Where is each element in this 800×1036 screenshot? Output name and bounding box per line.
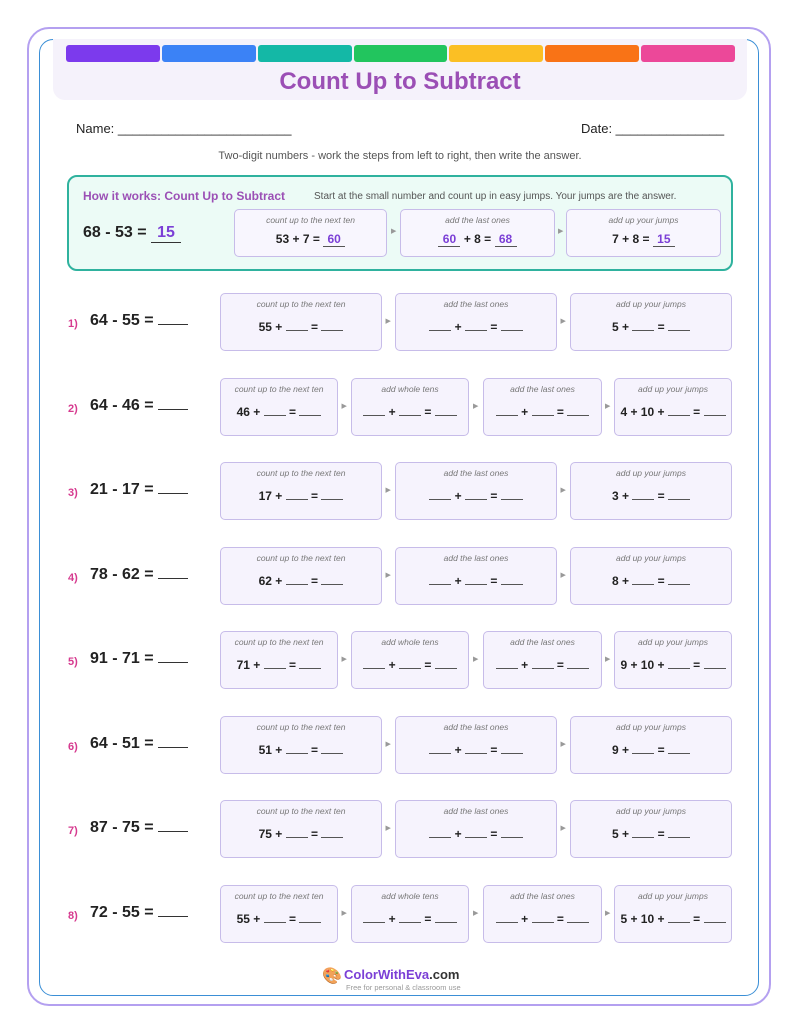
problem-number: 4) [68,572,78,584]
problem-text: 21 - 17 = [90,481,154,498]
step-box [483,378,602,436]
step-start: 62 + [258,574,283,588]
answer-blank[interactable] [429,330,451,331]
answer-blank[interactable] [668,668,690,669]
step-box [220,378,338,436]
problem-answer-blank[interactable] [158,409,188,410]
problem-expression [90,566,188,584]
step-box [570,716,732,774]
problem-text: 64 - 46 = [90,397,154,414]
answer-blank[interactable] [429,837,451,838]
answer-blank[interactable] [429,499,451,500]
answer-blank[interactable] [465,330,487,331]
step-equation: 17 + = [221,489,381,503]
stripe-segment [449,45,543,62]
answer-blank[interactable] [501,330,523,331]
arrow-icon: ▶ [341,403,347,410]
step-equation: 55 + = [221,320,381,334]
answer-blank[interactable] [321,753,343,754]
step-start: 5 + [611,827,629,841]
problem-number: 7) [68,825,78,837]
example-step-box [234,209,387,257]
step-box [570,462,732,520]
problem-number: 5) [68,656,78,668]
answer-blank[interactable] [286,837,308,838]
problem-answer-blank[interactable] [158,662,188,663]
answer-blank[interactable] [286,330,308,331]
step-box [570,800,732,858]
answer-blank[interactable] [668,837,690,838]
step-equation: 9 + 10 + = [615,658,731,672]
example-step-box [566,209,721,257]
step-start: 3 + [611,489,629,503]
brand-domain: .com [429,967,460,982]
answer-blank[interactable] [632,499,654,500]
step-start: 55 + [236,912,261,926]
answer-blank[interactable] [435,415,457,416]
answer-blank[interactable] [465,584,487,585]
answer-blank[interactable] [496,668,518,669]
step-equation: + = [352,658,468,672]
step-label: add up your jumps [616,722,686,732]
step-label: add the last ones [443,299,509,309]
step-box [351,378,469,436]
step-equation: + = [352,912,468,926]
step-label: add the last ones [443,722,509,732]
answer-blank[interactable] [496,922,518,923]
date-field[interactable]: Date: _______________ [581,121,725,136]
step-box [220,293,382,351]
arrow-icon: ▶ [560,487,566,494]
step-box [395,800,557,858]
step-label: add up your jumps [616,553,686,563]
step-start: 8 + [611,574,629,588]
arrow-icon: ▶ [391,228,397,235]
answer-blank[interactable] [286,499,308,500]
step-label: add the last ones [510,384,575,394]
answer-blank[interactable] [465,837,487,838]
step-equation: 62 + = [221,574,381,588]
tagline: Free for personal & classroom use [346,983,461,992]
step-box [220,885,338,943]
answer-blank[interactable] [632,330,654,331]
step-label: add the last ones [510,891,575,901]
color-stripe [66,45,735,62]
step-box [483,885,602,943]
step-answer: 68 [495,232,517,247]
name-field[interactable]: Name: ________________________ [76,121,292,136]
answer-blank[interactable] [286,753,308,754]
step-start: 75 + [258,827,283,841]
step-box [351,631,469,689]
stripe-segment [162,45,256,62]
step-start: 51 + [258,743,283,757]
answer-blank[interactable] [321,499,343,500]
step-label: add whole tens [381,891,439,901]
answer-blank[interactable] [501,753,523,754]
step-label: add the last ones [443,806,509,816]
arrow-icon: ▶ [560,825,566,832]
step-equation: + = [484,912,601,926]
problem-answer-blank[interactable] [158,493,188,494]
example-panel [67,175,733,271]
step-equation: + = [484,658,601,672]
problem-expression [90,650,188,668]
step-equation: 5 + 10 + = [615,912,731,926]
arrow-icon: ▶ [605,656,611,663]
answer-blank[interactable] [567,668,589,669]
step-equation: + = [484,405,601,419]
arrow-icon: ▶ [473,656,479,663]
answer-blank[interactable] [399,415,421,416]
step-label: count up to the next ten [234,891,324,901]
problem-answer-blank[interactable] [158,916,188,917]
step-start: 71 + [236,658,261,672]
arrow-icon: ▶ [341,656,347,663]
arrow-icon: ▶ [560,318,566,325]
problem-number: 8) [68,910,78,922]
answer-blank[interactable] [501,837,523,838]
stripe-segment [354,45,448,62]
step-equation: 55 + = [221,912,337,926]
example-answer: 15 [151,224,181,243]
step-expression: 7 + 8 = [612,232,650,246]
arrow-icon: ▶ [385,318,391,325]
palette-icon: 🎨 [322,968,342,985]
answer-blank[interactable] [299,668,321,669]
arrow-icon: ▶ [560,572,566,579]
stripe-segment [258,45,352,62]
answer-blank[interactable] [465,499,487,500]
answer-blank[interactable] [532,415,554,416]
step-label: count up to the next ten [266,215,355,225]
problem-expression [90,397,188,415]
step-box [395,462,557,520]
answer-blank[interactable] [632,584,654,585]
step-box [614,885,732,943]
step-box [570,293,732,351]
step-label: add whole tens [381,637,439,647]
answer-blank[interactable] [286,584,308,585]
step-equation: 51 + = [221,743,381,757]
answer-blank[interactable] [501,499,523,500]
step-equation [235,232,386,247]
step-start: 5 + [611,320,629,334]
answer-blank[interactable] [363,668,385,669]
step-label: add up your jumps [616,468,686,478]
step-equation: 46 + = [221,405,337,419]
arrow-icon: ▶ [385,741,391,748]
arrow-icon: ▶ [385,825,391,832]
step-equation: 75 + = [221,827,381,841]
step-label: count up to the next ten [234,637,324,647]
answer-blank[interactable] [632,753,654,754]
answer-blank[interactable] [299,415,321,416]
step-box [483,631,602,689]
answer-blank[interactable] [429,584,451,585]
step-label: add up your jumps [616,806,686,816]
step-equation [567,232,720,247]
step-equation: + = [396,743,556,757]
step-equation: + = [396,320,556,334]
stripe-segment [66,45,160,62]
arrow-icon: ▶ [605,910,611,917]
arrow-icon: ▶ [560,741,566,748]
problem-text: 87 - 75 = [90,819,154,836]
answer-blank[interactable] [532,668,554,669]
answer-blank[interactable] [632,837,654,838]
arrow-icon: ▶ [341,910,347,917]
answer-blank[interactable] [299,922,321,923]
answer-blank[interactable] [363,415,385,416]
arrow-icon: ▶ [385,572,391,579]
answer-blank[interactable] [264,415,286,416]
answer-blank[interactable] [321,584,343,585]
step-label: add the last ones [510,637,575,647]
problem-expression [90,735,188,753]
step-label: add whole tens [381,384,439,394]
step-expression: + 8 = [463,232,492,246]
answer-blank[interactable] [399,922,421,923]
step-label: count up to the next ten [256,299,346,309]
answer-blank[interactable] [704,922,726,923]
answer-blank[interactable] [264,668,286,669]
step-start: 9 + [611,743,629,757]
step-label: add up your jumps [638,891,708,901]
step-start: 5 + 10 + [620,912,665,926]
problem-number: 6) [68,741,78,753]
step-equation: 4 + 10 + = [615,405,731,419]
step-equation: + = [396,489,556,503]
answer-blank[interactable] [567,415,589,416]
example-description: Start at the small number and count up in easy jumps. Your jumps are the answer. [314,191,677,202]
answer-blank[interactable] [704,668,726,669]
step-label: add the last ones [443,553,509,563]
answer-blank[interactable] [668,330,690,331]
answer-blank[interactable] [668,415,690,416]
step-box [220,462,382,520]
problem-text: 64 - 51 = [90,735,154,752]
answer-blank[interactable] [668,753,690,754]
answer-blank[interactable] [704,415,726,416]
step-equation: + = [396,827,556,841]
step-start: 46 + [236,405,261,419]
step-equation: 9 + = [571,743,731,757]
step-answer: 15 [653,232,675,247]
step-box [220,631,338,689]
answer-blank[interactable] [399,668,421,669]
step-equation: 71 + = [221,658,337,672]
step-box [220,800,382,858]
answer-blank[interactable] [321,837,343,838]
step-box [614,631,732,689]
step-box [614,378,732,436]
problem-expression [90,312,188,330]
step-label: count up to the next ten [256,468,346,478]
step-label: add up your jumps [608,215,679,225]
answer-blank[interactable] [567,922,589,923]
problem-number: 2) [68,403,78,415]
stripe-segment [641,45,735,62]
step-label: count up to the next ten [256,553,346,563]
step-start: 17 + [258,489,283,503]
stripe-segment [545,45,639,62]
answer-blank[interactable] [363,922,385,923]
step-equation: + = [352,405,468,419]
arrow-icon: ▶ [473,910,479,917]
answer-blank[interactable] [435,668,457,669]
answer-blank[interactable] [465,753,487,754]
problem-number: 1) [68,318,78,330]
brand-name: ColorWithEva [344,967,430,982]
brand-logo [344,967,459,982]
arrow-icon: ▶ [385,487,391,494]
problem-expression [90,481,188,499]
step-start: 55 + [258,320,283,334]
answer-blank[interactable] [501,584,523,585]
step-start: 60 [438,232,460,247]
step-start: 4 + 10 + [620,405,665,419]
problem-answer-blank[interactable] [158,831,188,832]
step-label: count up to the next ten [256,806,346,816]
step-equation: 8 + = [571,574,731,588]
step-label: add up your jumps [616,299,686,309]
step-label: add the last ones [445,215,510,225]
example-expression: 68 - 53 = [83,224,147,241]
step-label: add up your jumps [638,637,708,647]
step-equation: 3 + = [571,489,731,503]
answer-blank[interactable] [668,922,690,923]
example-step-box [400,209,555,257]
answer-blank[interactable] [532,922,554,923]
problem-expression [90,819,188,837]
step-equation [401,232,554,247]
step-label: add the last ones [443,468,509,478]
step-start: 9 + 10 + [620,658,665,672]
answer-blank[interactable] [435,922,457,923]
step-box [395,547,557,605]
step-label: add up your jumps [638,384,708,394]
answer-blank[interactable] [496,415,518,416]
step-label: count up to the next ten [234,384,324,394]
problem-text: 64 - 55 = [90,312,154,329]
problem-text: 72 - 55 = [90,904,154,921]
arrow-icon: ▶ [473,403,479,410]
problem-text: 91 - 71 = [90,650,154,667]
step-equation: + = [396,574,556,588]
answer-blank[interactable] [264,922,286,923]
problem-answer-blank[interactable] [158,324,188,325]
example-title: How it works: Count Up to Subtract [83,189,285,203]
step-equation: 5 + = [571,827,731,841]
answer-blank[interactable] [429,753,451,754]
problem-number: 3) [68,487,78,499]
step-expression: 53 + 7 = [275,232,320,246]
step-box [570,547,732,605]
problem-answer-blank[interactable] [158,578,188,579]
answer-blank[interactable] [668,499,690,500]
step-equation: 5 + = [571,320,731,334]
step-answer: 60 [323,232,345,247]
arrow-icon: ▶ [605,403,611,410]
problem-answer-blank[interactable] [158,747,188,748]
problem-text: 78 - 62 = [90,566,154,583]
step-box [395,716,557,774]
answer-blank[interactable] [668,584,690,585]
step-label: count up to the next ten [256,722,346,732]
page-title: Count Up to Subtract [279,68,521,95]
problem-expression [90,904,188,922]
step-box [351,885,469,943]
instructions: Two-digit numbers - work the steps from left to right, then write the answer. [218,150,582,162]
step-box [395,293,557,351]
arrow-icon: ▶ [558,228,564,235]
step-box [220,547,382,605]
example-problem [83,224,181,243]
answer-blank[interactable] [321,330,343,331]
step-box [220,716,382,774]
